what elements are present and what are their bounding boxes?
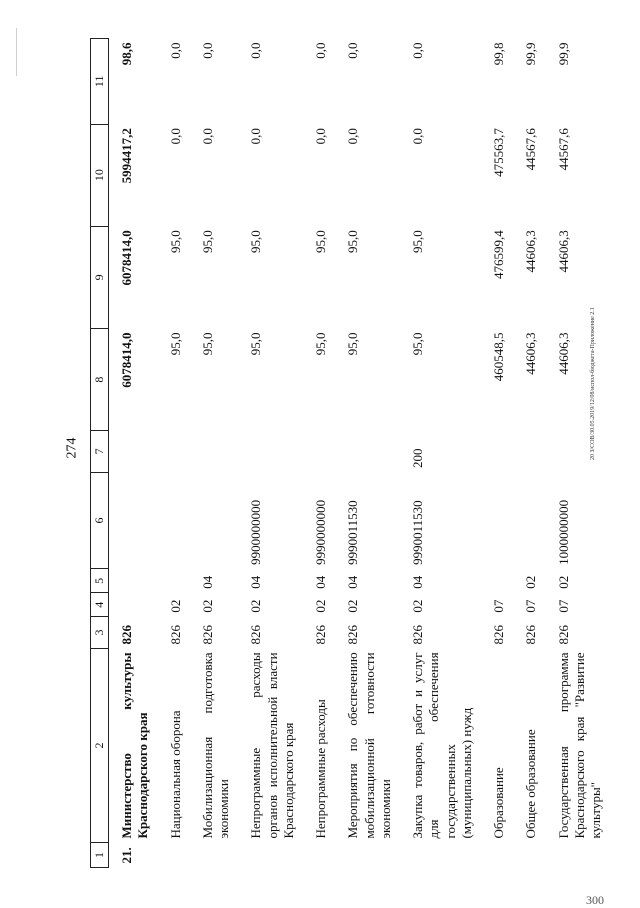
cell-c6 (190, 472, 239, 569)
cell-c5: 02 (523, 575, 539, 589)
cell-c8: 95,0 (199, 332, 215, 356)
cell-c11: 0,0 (410, 42, 425, 59)
column-header-6: 6 (91, 472, 109, 569)
table-row (238, 39, 303, 868)
cell-c6 (158, 472, 190, 569)
cell-n (158, 843, 190, 868)
cell-n (190, 843, 239, 868)
cell-c5: 02 (555, 575, 571, 589)
column-header-9: 9 (91, 226, 109, 328)
cell-c3: 826 (167, 624, 183, 645)
cell-c7 (481, 431, 513, 472)
cell-c6 (481, 472, 513, 569)
cell-c9: 44606,3 (555, 230, 571, 273)
cell-n: 21. (119, 847, 134, 864)
cell-n (513, 843, 545, 868)
cell-c8: 95,0 (167, 332, 183, 356)
cell-c10: 0,0 (199, 128, 215, 145)
cell-c6: 1000000000 (555, 499, 571, 565)
cell-c10: 5994417,2 (119, 128, 134, 184)
cell-c3: 826 (491, 624, 506, 645)
table-row (158, 39, 190, 868)
cell-c3: 826 (248, 624, 264, 645)
cell-c9: 476599,4 (491, 230, 506, 280)
cell-c4: 02 (410, 599, 425, 613)
cell-c10: 44567,6 (523, 128, 539, 171)
column-header-1: 1 (91, 843, 109, 868)
cell-n (335, 843, 400, 868)
cell-c5 (481, 569, 513, 593)
cell-n (303, 843, 335, 868)
budget-table (90, 38, 610, 868)
cell-name: Закупка товаров, работ и услуг для обеспечения государственных (муниципальных) нужд (410, 652, 474, 839)
cell-c7 (546, 431, 611, 472)
scan-edge-mark (16, 28, 17, 76)
cell-c4: 02 (167, 599, 183, 613)
cell-c11: 99,9 (555, 42, 571, 66)
table-row (335, 39, 400, 868)
column-header-10: 10 (91, 124, 109, 226)
cell-c10: 0,0 (248, 128, 264, 145)
cell-c8: 44606,3 (555, 332, 571, 375)
cell-c9: 44606,3 (523, 230, 539, 273)
cell-c5 (109, 569, 158, 593)
table-row (400, 39, 481, 868)
page-number: 274 (64, 437, 80, 459)
cell-c3: 826 (119, 624, 134, 645)
cell-c8: 460548,5 (491, 332, 506, 382)
column-header-5: 5 (91, 569, 109, 593)
cell-c9: 95,0 (248, 230, 264, 254)
cell-n (400, 843, 481, 868)
cell-c9: 95,0 (199, 230, 215, 254)
cell-name: Национальная оборона (167, 710, 183, 839)
cell-c10: 0,0 (345, 128, 361, 145)
cell-c7 (238, 431, 303, 472)
cell-c7 (158, 431, 190, 472)
column-header-11: 11 (91, 39, 109, 125)
cell-c3: 826 (523, 624, 539, 645)
cell-c11: 0,0 (313, 42, 328, 59)
cell-c4: 07 (523, 599, 539, 613)
cell-c9: 95,0 (167, 230, 183, 254)
cell-c4: 02 (199, 599, 215, 613)
table-row (546, 39, 611, 868)
cell-c8: 95,0 (410, 332, 425, 356)
cell-c6 (513, 472, 545, 569)
cell-c9: 95,0 (313, 230, 328, 254)
cell-c9: 95,0 (410, 230, 425, 254)
table-row (303, 39, 335, 868)
cell-c8: 95,0 (248, 332, 264, 356)
cell-c11: 0,0 (345, 42, 361, 59)
cell-c11: 0,0 (199, 42, 215, 59)
cell-c6: 9990011530 (345, 500, 361, 565)
cell-c4: 07 (491, 599, 506, 613)
column-header-8: 8 (91, 328, 109, 430)
cell-name: Министерство культуры Краснодарского края (119, 652, 151, 839)
cell-name: Непрограммные расходы органов исполнительной власти Краснодарского края (248, 652, 296, 839)
cell-c4: 02 (313, 599, 328, 613)
cell-c7 (190, 431, 239, 472)
cell-c8: 95,0 (313, 332, 328, 356)
footer-note: 20 З/СОВ/30.05.2019/12/08/испол-бюджета-Приложение 2.1 (590, 307, 596, 460)
cell-name: Мероприятия по обеспечению мобилизационной готовности экономики (345, 652, 393, 839)
cell-c3: 826 (199, 624, 215, 645)
column-header-7: 7 (91, 431, 109, 472)
cell-name: Общее образование (523, 729, 539, 839)
cell-c11: 0,0 (248, 42, 264, 59)
cell-n (481, 843, 513, 868)
cell-c5: 04 (313, 575, 328, 589)
cell-c10: 0,0 (410, 128, 425, 145)
cell-name: Непрограммные расходы (313, 699, 328, 839)
column-header-4: 4 (91, 593, 109, 617)
cell-name: Мобилизационная подготовка экономики (199, 652, 231, 839)
cell-c3: 826 (410, 624, 425, 645)
cell-name: Образование (491, 767, 506, 839)
cell-c4: 02 (345, 599, 361, 613)
cell-c4: 02 (248, 599, 264, 613)
cell-c6: 9900000000 (248, 499, 264, 565)
bottom-page-number: 300 (586, 893, 604, 907)
column-header-2: 2 (91, 648, 109, 842)
cell-n (546, 843, 611, 868)
cell-c3: 826 (313, 624, 328, 645)
cell-c6 (109, 472, 158, 569)
cell-name: Государственная программа Краснодарского края "Развитие культуры" (555, 652, 603, 839)
table-row (190, 39, 239, 868)
cell-c5: 04 (345, 575, 361, 589)
cell-c7 (109, 431, 158, 472)
cell-c10: 475563,7 (491, 128, 506, 177)
cell-c7 (513, 431, 545, 472)
cell-c10: 0,0 (313, 128, 328, 145)
cell-c9: 95,0 (345, 230, 361, 254)
cell-c5: 04 (199, 575, 215, 589)
cell-c4: 07 (555, 599, 571, 613)
table-header-row (91, 39, 109, 868)
cell-c7: 200 (410, 448, 425, 469)
cell-c5: 04 (248, 575, 264, 589)
cell-c11: 99,8 (491, 42, 506, 66)
cell-c5 (158, 569, 190, 593)
cell-c3: 826 (345, 624, 361, 645)
cell-c9: 6078414,0 (119, 230, 134, 286)
table-row (109, 39, 158, 868)
cell-n (238, 843, 303, 868)
cell-c3: 826 (555, 624, 571, 645)
cell-c11: 98,6 (119, 42, 134, 66)
cell-c11: 99,9 (523, 42, 539, 66)
cell-c6: 9990011530 (410, 500, 425, 565)
cell-c4 (109, 593, 158, 617)
budget-table-sheet (90, 38, 603, 868)
column-header-3: 3 (91, 617, 109, 649)
cell-c10: 0,0 (167, 128, 183, 145)
cell-c10: 44567,6 (555, 128, 571, 171)
cell-c11: 0,0 (167, 42, 183, 59)
cell-c6: 9990000000 (313, 499, 328, 565)
cell-c8: 44606,3 (523, 332, 539, 375)
table-row (513, 39, 545, 868)
cell-c7 (303, 431, 335, 472)
table-row (481, 39, 513, 868)
cell-c5: 04 (410, 575, 425, 589)
cell-c7 (335, 431, 400, 472)
cell-c8: 95,0 (345, 332, 361, 356)
cell-c8: 6078414,0 (119, 332, 134, 388)
